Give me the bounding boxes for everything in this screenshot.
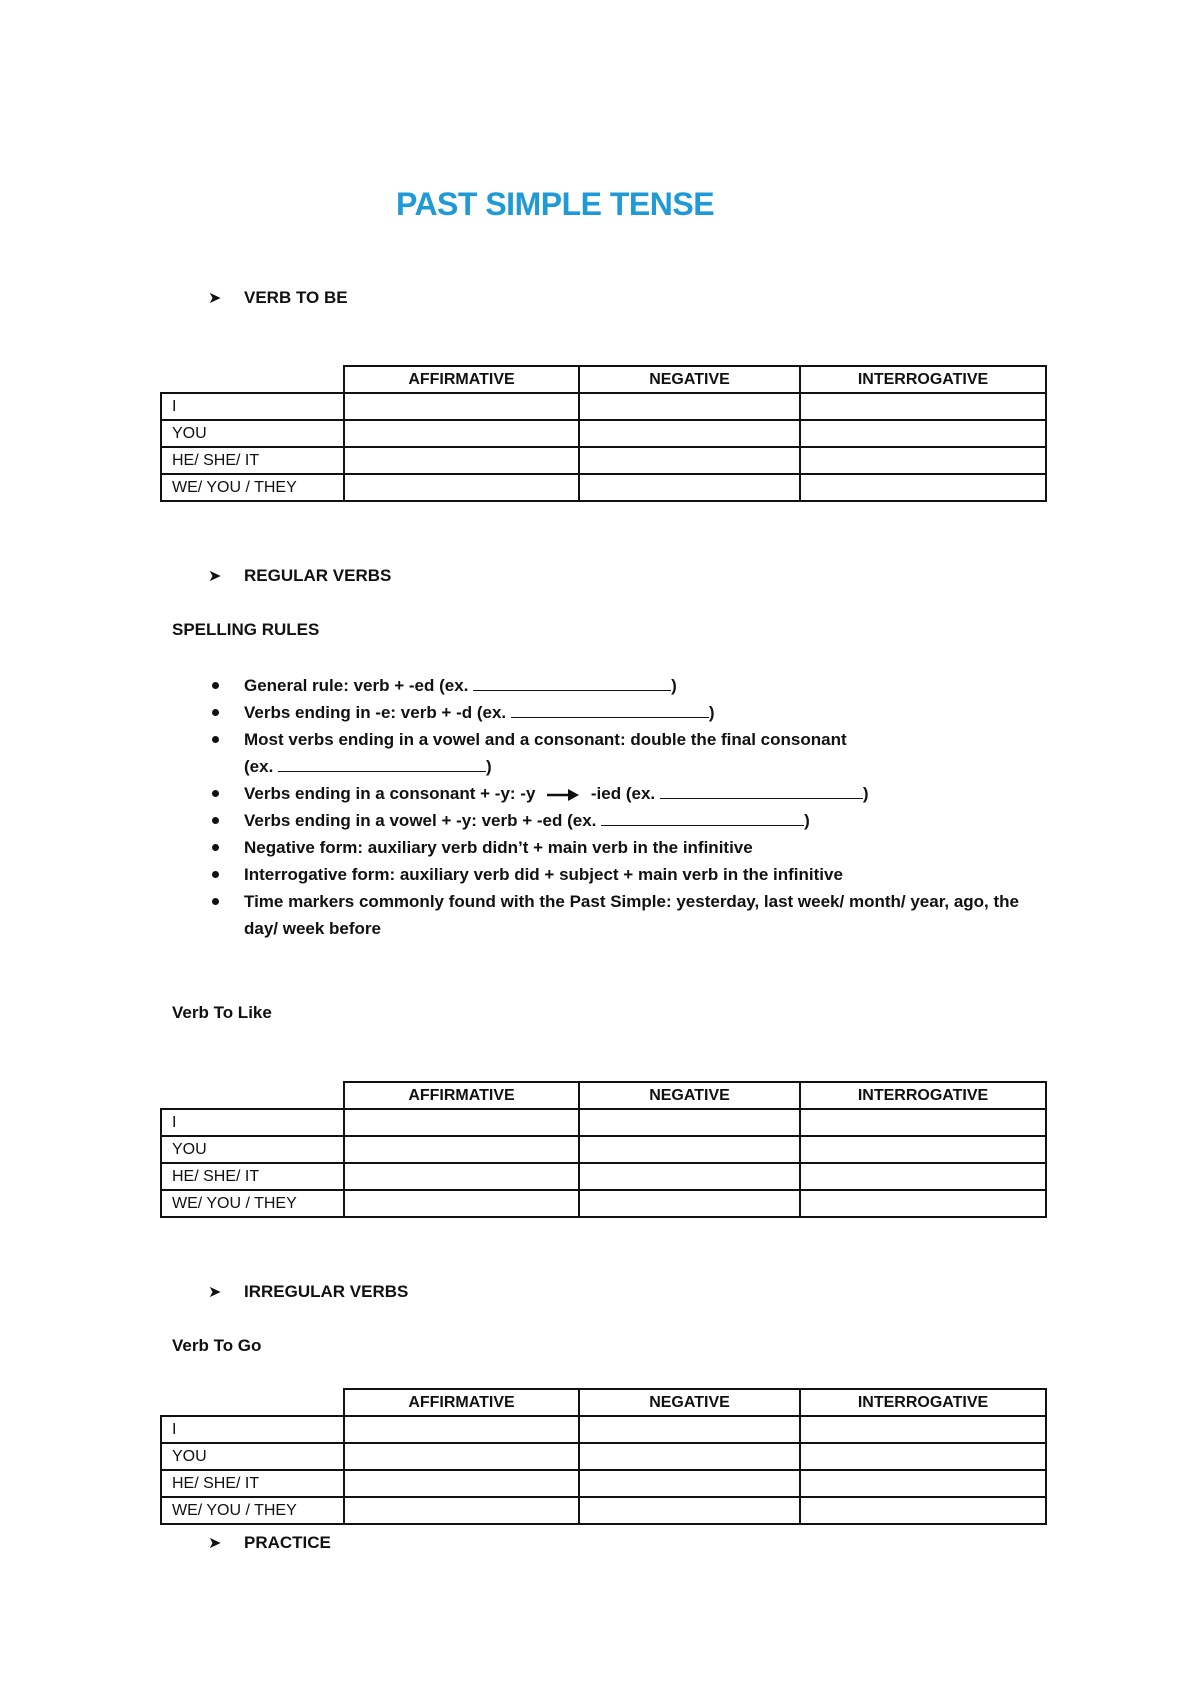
cell-interrogative[interactable] <box>800 474 1046 501</box>
arrow-right-icon <box>546 788 580 802</box>
cell-interrogative[interactable] <box>800 1416 1046 1443</box>
heading-irregular-verbs <box>208 1282 408 1302</box>
rule-interrogative-form: Interrogative form: auxiliary verb did + subject + main verb in the infinitive <box>208 861 1068 888</box>
rule-text: General rule: verb + -ed (ex. <box>244 676 474 695</box>
cell-interrogative[interactable] <box>800 1163 1046 1190</box>
rule-consonant-y <box>208 780 1068 807</box>
spelling-rules-list <box>208 672 1068 942</box>
cell-affirmative[interactable] <box>344 1470 579 1497</box>
answer-blank[interactable] <box>660 782 863 799</box>
cell-negative[interactable] <box>579 1136 800 1163</box>
answer-blank[interactable] <box>473 674 671 691</box>
heading-regular-verbs <box>208 566 391 586</box>
row-label-we-you-they: WE/ YOU / THEY <box>161 474 344 501</box>
cell-affirmative[interactable] <box>344 1163 579 1190</box>
rule-negative-form: Negative form: auxiliary verb didn’t + main verb in the infinitive <box>208 834 1068 861</box>
cell-affirmative[interactable] <box>344 1109 579 1136</box>
header-interrogative: INTERROGATIVE <box>800 1389 1046 1416</box>
rule-text: ) <box>862 784 869 803</box>
cell-negative[interactable] <box>579 447 800 474</box>
heading-verb-to-be <box>208 288 348 308</box>
header-affirmative: AFFIRMATIVE <box>344 366 579 393</box>
table-corner <box>161 1082 344 1109</box>
header-negative: NEGATIVE <box>579 1082 800 1109</box>
table-verb-to-like <box>160 1081 1047 1218</box>
table-verb-to-go <box>160 1388 1047 1525</box>
answer-blank[interactable] <box>601 809 804 826</box>
row-label-we-you-they: WE/ YOU / THEY <box>161 1190 344 1217</box>
rule-text: -ied (ex. <box>590 784 660 803</box>
cell-affirmative[interactable] <box>344 1416 579 1443</box>
cell-negative[interactable] <box>579 393 800 420</box>
arrow-bullet-icon: ➤ <box>208 290 222 307</box>
arrow-bullet-icon: ➤ <box>208 568 222 585</box>
cell-negative[interactable] <box>579 1163 800 1190</box>
rule-text: (ex. <box>244 757 279 776</box>
heading-irregular-verbs-label: IRREGULAR VERBS <box>244 1282 409 1301</box>
row-label-you: YOU <box>161 1443 344 1470</box>
spelling-rules-label: SPELLING RULES <box>172 620 320 639</box>
cell-affirmative[interactable] <box>344 1190 579 1217</box>
verb-to-like-label: Verb To Like <box>172 1003 272 1022</box>
header-affirmative: AFFIRMATIVE <box>344 1082 579 1109</box>
rule-double-consonant <box>208 726 1068 780</box>
table-corner <box>161 366 344 393</box>
row-label-i: I <box>161 1416 344 1443</box>
heading-practice-label: PRACTICE <box>244 1533 331 1552</box>
row-label-i: I <box>161 1109 344 1136</box>
cell-affirmative[interactable] <box>344 447 579 474</box>
cell-interrogative[interactable] <box>800 1109 1046 1136</box>
row-label-he-she-it: HE/ SHE/ IT <box>161 1163 344 1190</box>
cell-interrogative[interactable] <box>800 393 1046 420</box>
header-affirmative: AFFIRMATIVE <box>344 1389 579 1416</box>
cell-negative[interactable] <box>579 420 800 447</box>
cell-interrogative[interactable] <box>800 1443 1046 1470</box>
cell-negative[interactable] <box>579 1497 800 1524</box>
cell-affirmative[interactable] <box>344 1497 579 1524</box>
table-corner <box>161 1389 344 1416</box>
cell-negative[interactable] <box>579 474 800 501</box>
row-label-you: YOU <box>161 1136 344 1163</box>
header-negative: NEGATIVE <box>579 366 800 393</box>
row-label-we-you-they: WE/ YOU / THEY <box>161 1497 344 1524</box>
cell-affirmative[interactable] <box>344 1443 579 1470</box>
rule-vowel-y <box>208 807 1068 834</box>
cell-interrogative[interactable] <box>800 447 1046 474</box>
header-interrogative: INTERROGATIVE <box>800 366 1046 393</box>
row-label-i: I <box>161 393 344 420</box>
rule-general <box>208 672 1068 699</box>
cell-negative[interactable] <box>579 1416 800 1443</box>
page-title: PAST SIMPLE TENSE <box>395 186 715 222</box>
rule-ending-e <box>208 699 1068 726</box>
table-verb-to-be <box>160 365 1047 502</box>
heading-practice <box>208 1533 331 1553</box>
row-label-he-she-it: HE/ SHE/ IT <box>161 1470 344 1497</box>
rule-text: Verbs ending in -e: verb + -d (ex. <box>244 703 511 722</box>
answer-blank[interactable] <box>511 701 709 718</box>
cell-negative[interactable] <box>579 1443 800 1470</box>
cell-affirmative[interactable] <box>344 474 579 501</box>
cell-interrogative[interactable] <box>800 1136 1046 1163</box>
row-label-he-she-it: HE/ SHE/ IT <box>161 447 344 474</box>
rule-text: Verbs ending in a vowel + -y: verb + -ed (ex. <box>244 811 602 830</box>
cell-negative[interactable] <box>579 1190 800 1217</box>
header-negative: NEGATIVE <box>579 1389 800 1416</box>
arrow-bullet-icon: ➤ <box>208 1535 222 1552</box>
cell-interrogative[interactable] <box>800 1470 1046 1497</box>
arrow-bullet-icon: ➤ <box>208 1284 222 1301</box>
heading-regular-verbs-label: REGULAR VERBS <box>244 566 392 585</box>
rule-text: Verbs ending in a consonant + -y: -y <box>244 784 536 803</box>
cell-affirmative[interactable] <box>344 420 579 447</box>
answer-blank[interactable] <box>278 755 486 772</box>
rule-text: Most verbs ending in a vowel and a consonant: double the final consonant <box>244 730 847 749</box>
header-interrogative: INTERROGATIVE <box>800 1082 1046 1109</box>
heading-verb-to-be-label: VERB TO BE <box>244 288 348 307</box>
cell-negative[interactable] <box>579 1109 800 1136</box>
row-label-you: YOU <box>161 420 344 447</box>
cell-interrogative[interactable] <box>800 1497 1046 1524</box>
cell-interrogative[interactable] <box>800 420 1046 447</box>
cell-interrogative[interactable] <box>800 1190 1046 1217</box>
rule-time-markers: Time markers commonly found with the Past Simple: yesterday, last week/ month/ year, ago, the day/ week before <box>208 888 1024 942</box>
rule-text: ) <box>804 811 810 830</box>
cell-affirmative[interactable] <box>344 393 579 420</box>
cell-affirmative[interactable] <box>344 1136 579 1163</box>
verb-to-go-label: Verb To Go <box>172 1336 262 1355</box>
rule-text: ) <box>486 757 492 776</box>
rule-text: ) <box>671 676 677 695</box>
rule-text: ) <box>708 703 715 722</box>
cell-negative[interactable] <box>579 1470 800 1497</box>
